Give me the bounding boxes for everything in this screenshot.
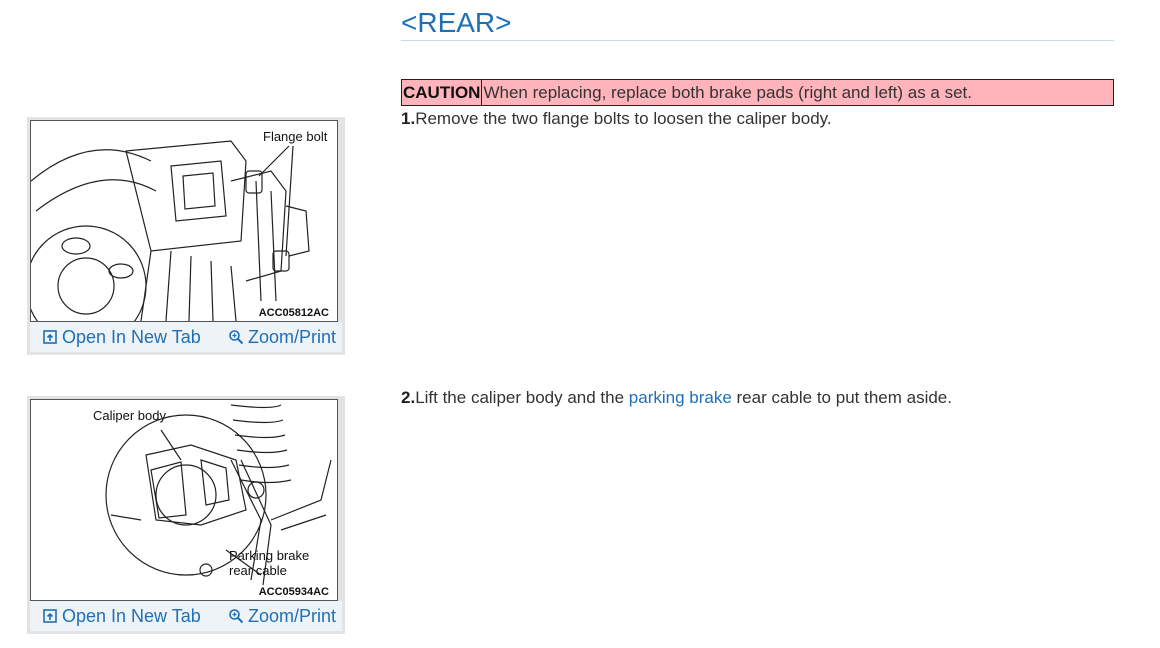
zoom-icon bbox=[228, 608, 244, 624]
zoom-print-button[interactable] bbox=[228, 327, 336, 348]
zoom-print-label: Zoom/Print bbox=[247, 326, 336, 347]
step-number: 2. bbox=[401, 388, 416, 407]
parking-brake-link[interactable]: parking brake bbox=[628, 388, 732, 407]
step-text: Lift the caliper body and the bbox=[415, 388, 629, 407]
callout-line-1: Parking brake bbox=[229, 548, 310, 563]
open-in-new-tab-label: Open In New Tab bbox=[62, 326, 201, 347]
open-in-new-tab-button[interactable] bbox=[42, 327, 201, 348]
caliper-drawing bbox=[31, 121, 337, 321]
open-in-new-tab-label: Open In New Tab bbox=[62, 605, 201, 626]
section-heading: <REAR> bbox=[401, 6, 1114, 41]
figure-flange-bolt bbox=[27, 117, 345, 355]
open-in-new-tab-button[interactable] bbox=[42, 606, 201, 627]
step-text: Remove the two flange bolts to loosen the caliper body. bbox=[415, 109, 832, 128]
figure-illustration bbox=[30, 399, 338, 601]
figure-caliper-body bbox=[27, 396, 345, 634]
callout-line-2: rear cable bbox=[229, 563, 287, 578]
figure-toolbar bbox=[30, 322, 342, 352]
new-tab-icon bbox=[42, 329, 58, 345]
zoom-print-button[interactable] bbox=[228, 606, 336, 627]
callout-flange-bolt: Flange bolt bbox=[263, 129, 328, 144]
figure-code: ACC05812AC bbox=[258, 307, 329, 319]
step-1 bbox=[401, 108, 832, 130]
caution-text: When replacing, replace both brake pads (right and left) as a set. bbox=[483, 83, 973, 102]
caution-label: CAUTION bbox=[402, 80, 482, 105]
figure-illustration bbox=[30, 120, 338, 322]
zoom-icon bbox=[228, 329, 244, 345]
step-text: rear cable to put them aside. bbox=[731, 388, 952, 407]
zoom-print-label: Zoom/Print bbox=[247, 605, 336, 626]
step-2 bbox=[401, 387, 952, 409]
callout-caliper-body: Caliper body bbox=[93, 408, 166, 423]
new-tab-icon bbox=[42, 608, 58, 624]
figure-toolbar bbox=[30, 601, 342, 631]
figure-code: ACC05934AC bbox=[258, 586, 329, 598]
caution-box bbox=[401, 79, 1114, 106]
step-number: 1. bbox=[401, 109, 416, 128]
callout-parking-brake bbox=[229, 548, 309, 578]
